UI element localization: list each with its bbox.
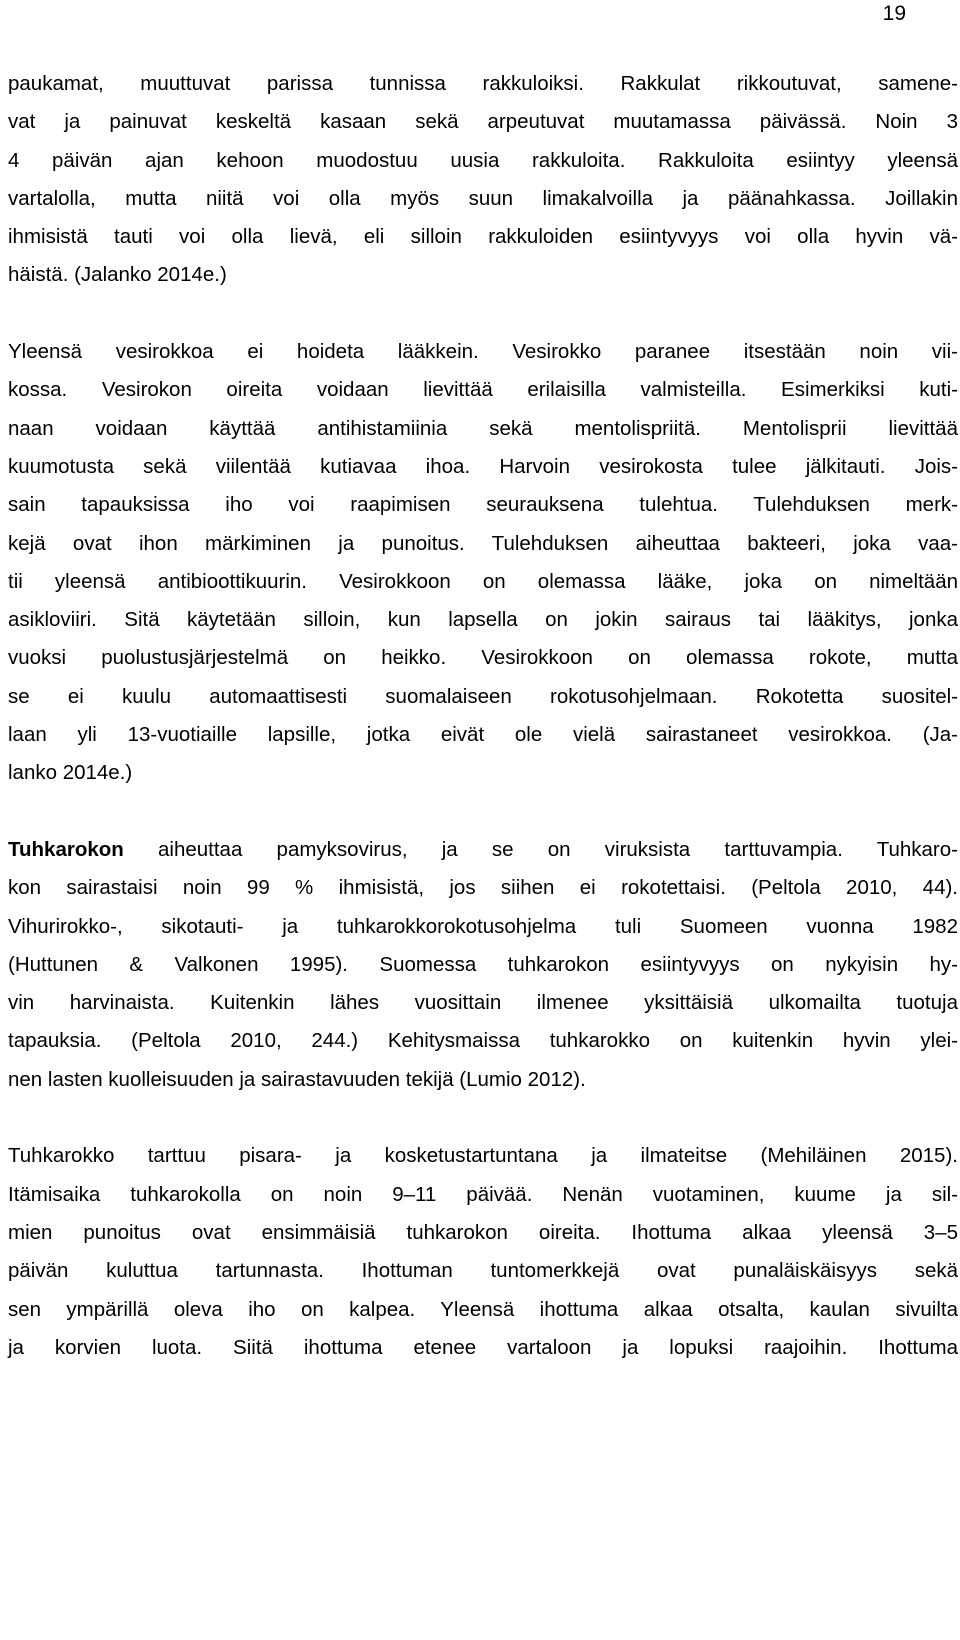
line-text: päivän kuluttua tartunnasta. Ihottuman tuntomerkkejä ovat punaläiskäisyys sekä xyxy=(8,1259,958,1283)
text-line xyxy=(8,761,958,799)
text-line xyxy=(8,493,958,531)
line-text: kuumotusta sekä viilentää kutiavaa ihoa. Harvoin vesirokosta tulee jälkitauti. Jois- xyxy=(8,454,958,478)
line-text: vat ja painuvat keskeltä kasaan sekä arpeutuvat muutamassa päivässä. Noin 3 xyxy=(8,110,958,134)
line-text: 4 päivän ajan kehoon muodostuu uusia rakkuloita. Rakkuloita esiintyy yleensä xyxy=(8,148,958,172)
text-line xyxy=(8,570,958,608)
line-text: vartalolla, mutta niitä voi olla myös suun limakalvoilla ja päänahkassa. Joillakin xyxy=(8,186,958,210)
line-text: ihmisistä tauti voi olla lievä, eli silloin rakkuloiden esiintyvyys voi olla hyvin vä- xyxy=(8,225,958,249)
text-line xyxy=(8,608,958,646)
text-line xyxy=(8,991,958,1029)
text-line xyxy=(8,1183,958,1221)
text-line xyxy=(8,149,958,187)
line-text: kon sairastaisi noin 99 % ihmisistä, jos siihen ei rokotettaisi. (Peltola 2010, 44). xyxy=(8,876,958,900)
text-line xyxy=(8,838,958,876)
text-line xyxy=(8,187,958,225)
paragraph-gap xyxy=(8,302,958,340)
line-text: mien punoitus ovat ensimmäisiä tuhkarokon oireita. Ihottuma alkaa yleensä 3–5 xyxy=(8,1220,958,1244)
line-text: (Huttunen & Valkonen 1995). Suomessa tuhkarokon esiintyvyys on nykyisin hy- xyxy=(8,952,958,976)
text-line xyxy=(8,953,958,991)
line-text: nen lasten kuolleisuuden ja sairastavuuden tekijä (Lumio 2012). xyxy=(8,1067,586,1091)
line-text: lanko 2014e.) xyxy=(8,761,133,785)
line-text: Yleensä vesirokkoa ei hoideta lääkkein. Vesirokko paranee itsestään noin vii- xyxy=(8,340,958,364)
page-number: 19 xyxy=(882,2,906,25)
paragraph xyxy=(8,1144,958,1374)
paragraph xyxy=(8,838,958,1106)
line-text: Tuhkarokko tarttuu pisara- ja kosketustartuntana ja ilmateitse (Mehiläinen 2015). xyxy=(8,1144,958,1168)
text-line xyxy=(8,72,958,110)
text-line xyxy=(8,263,958,301)
text-line xyxy=(8,417,958,455)
line-text: Vihurirokko-, sikotauti- ja tuhkarokkorokotusohjelma tuli Suomeen vuonna 1982 xyxy=(8,914,958,938)
text-line xyxy=(8,1068,958,1106)
line-text: paukamat, muuttuvat parissa tunnissa rakkuloiksi. Rakkulat rikkoutuvat, samene- xyxy=(8,72,958,95)
body-text xyxy=(8,72,958,1374)
line-text: laan yli 13-vuotiaille lapsille, jotka eivät ole vielä sairastaneet vesirokkoa. (Ja- xyxy=(8,723,958,747)
line-text: vuoksi puolustusjärjestelmä on heikko. Vesirokkoon on olemassa rokote, mutta xyxy=(8,646,958,670)
line-text: kossa. Vesirokon oireita voidaan lievittää erilaisilla valmisteilla. Esimerkiksi kuti- xyxy=(8,378,958,402)
line-text: sain tapauksissa iho voi raapimisen seurauksena tulehtua. Tulehduksen merk- xyxy=(8,493,958,517)
text-line xyxy=(8,1144,958,1182)
text-line xyxy=(8,685,958,723)
text-line xyxy=(8,455,958,493)
text-line xyxy=(8,225,958,263)
text-line xyxy=(8,340,958,378)
text-line xyxy=(8,723,958,761)
text-line xyxy=(8,876,958,914)
paragraph-gap xyxy=(8,800,958,838)
paragraph xyxy=(8,72,958,302)
line-text: tapauksia. (Peltola 2010, 244.) Kehitysmaissa tuhkarokko on kuitenkin hyvin ylei- xyxy=(8,1029,958,1053)
text-line xyxy=(8,915,958,953)
line-text: tii yleensä antibioottikuurin. Vesirokkoon on olemassa lääke, joka on nimeltään xyxy=(8,569,958,593)
text-line xyxy=(8,1221,958,1259)
line-text: kejä ovat ihon märkiminen ja punoitus. Tulehduksen aiheuttaa bakteeri, joka vaa- xyxy=(8,531,958,555)
text-line xyxy=(8,1298,958,1336)
line-text: Itämisaika tuhkarokolla on noin 9–11 päivää. Nenän vuotaminen, kuume ja sil- xyxy=(8,1182,958,1206)
line-text: ja korvien luota. Siitä ihottuma etenee vartaloon ja lopuksi raajoihin. Ihottuma xyxy=(8,1335,958,1359)
line-text: aiheuttaa pamyksovirus, ja se on viruksista tarttuvampia. Tuhkaro- xyxy=(123,837,958,861)
text-line xyxy=(8,1259,958,1297)
text-line xyxy=(8,110,958,148)
text-line xyxy=(8,1336,958,1374)
bold-term: Tuhkarokon xyxy=(8,837,124,861)
text-line xyxy=(8,1029,958,1067)
line-text: se ei kuulu automaattisesti suomalaiseen rokotusohjelmaan. Rokotetta suositel- xyxy=(8,684,958,708)
line-text: sen ympärillä oleva iho on kalpea. Yleensä ihottuma alkaa otsalta, kaulan sivuilta xyxy=(8,1297,958,1321)
line-text: asikloviiri. Sitä käytetään silloin, kun lapsella on jokin sairaus tai lääkitys, jonka xyxy=(8,608,958,632)
line-text: naan voidaan käyttää antihistamiinia sekä mentolispriitä. Mentolisprii lievittää xyxy=(8,416,958,440)
paragraph xyxy=(8,340,958,800)
paragraph-gap xyxy=(8,1106,958,1144)
line-text: vin harvinaista. Kuitenkin lähes vuosittain ilmenee yksittäisiä ulkomailta tuotuja xyxy=(8,991,958,1015)
text-line xyxy=(8,532,958,570)
text-line xyxy=(8,646,958,684)
text-line xyxy=(8,378,958,416)
line-text: häistä. (Jalanko 2014e.) xyxy=(8,263,227,287)
